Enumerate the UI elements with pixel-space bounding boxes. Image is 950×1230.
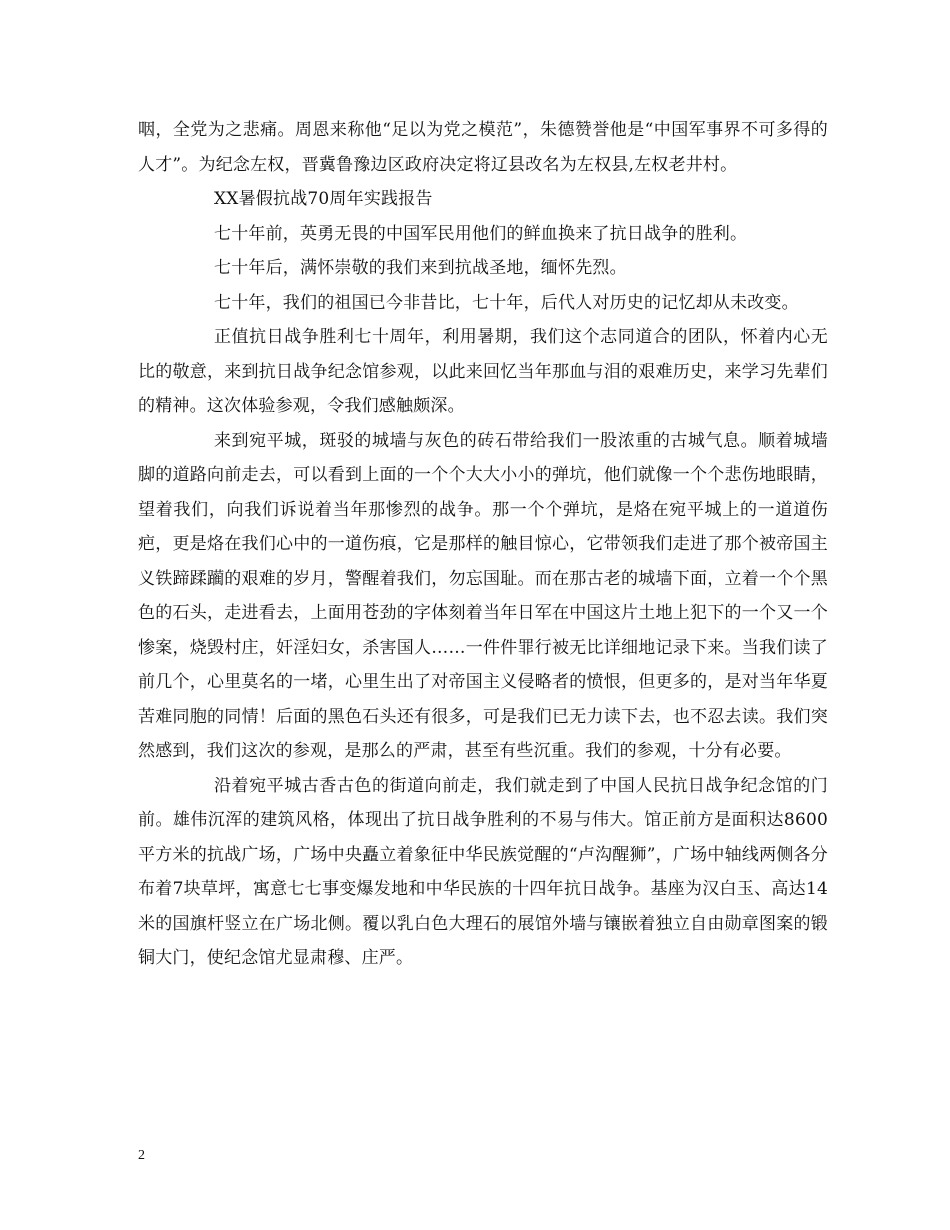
page-number: 2: [138, 1148, 145, 1163]
report-title: XX暑假抗战70周年实践报告: [214, 189, 433, 209]
document-body: [138, 113, 828, 976]
paragraph-continuation: 咽，全党为之悲痛。周恩来称他“足以为党之模范”，朱德赞誉他是“中国军事界不可多得的人才”。为纪念左权，晋冀鲁豫边区政府决定将辽县改名为左权县,左权老井村。: [138, 120, 828, 175]
paragraph-anniversary-visit: 正值抗日战争胜利七十周年，利用暑期，我们这个志同道合的团队，怀着内心无比的敬意，来到抗日战争纪念馆参观，以此来回忆当年那血与泪的艰难历史，来学习先辈们的精神。这次体验参观，令我们感触颇深。: [138, 327, 828, 416]
paragraph-memorial-hall: 沿着宛平城古香古色的街道向前走，我们就走到了中国人民抗日战争纪念馆的门前。雄伟沉浑的建筑风格，体现出了抗日战争胜利的不易与伟大。馆正前方是面积达8600平方米的抗战广场，广场中央矗立着象征中华民族觉醒的“卢沟醒狮”，广场中轴线两侧各分布着7块草坪，寓意七七事变爆发地和中华民族的十四年抗日战争。基座为汉白玉、高达14米的国旗杆竖立在广场北侧。覆以乳白色大理石的展馆外墙与镶嵌着独立自由勋章图案的锻铜大门，使纪念馆尤显肃穆、庄严。: [138, 775, 828, 968]
paragraph-seventy-years-later: 七十年后，满怀崇敬的我们来到抗战圣地，缅怀先烈。: [214, 258, 627, 278]
paragraph-seventy-years: 七十年，我们的祖国已今非昔比，七十年，后代人对历史的记忆却从未改变。: [214, 292, 799, 313]
paragraph-wanping-city: 来到宛平城，斑驳的城墙与灰色的砖石带给我们一股浓重的古城气息。顺着城墙脚的道路向前走去，可以看到上面的一个个大大小小的弹坑，他们就像一个个悲伤地眼睛，望着我们，向我们诉说着当年那惨烈的战争。那一个个弹坑，是烙在宛平城上的一道道伤疤，更是烙在我们心中的一道伤痕，它是那样的触目惊心，它带领我们走进了那个被帝国主义铁蹄蹂躏的艰难的岁月，警醒着我们，勿忘国耻。而在那古老的城墙下面，立着一个个黑色的石头，走进看去，上面用苍劲的字体刻着当年日军在中国这片土地上犯下的一个又一个惨案，烧毁村庄，奸淫妇女，杀害国人……一件件罪行被无比详细地记录下来。当我们读了前几个，心里莫名的一堵，心里生出了对帝国主义侵略者的愤恨，但更多的，是对当年华夏苦难同胞的同情！后面的黑色石头还有很多，可是我们已无力读下去，也不忍去读。我们突然感到，我们这次的参观，是那么的严肃，甚至有些沉重。我们的参观，十分有必要。: [138, 430, 828, 761]
paragraph-seventy-years-ago: 七十年前，英勇无畏的中国军民用他们的鲜血换来了抗日战争的胜利。: [214, 223, 748, 244]
